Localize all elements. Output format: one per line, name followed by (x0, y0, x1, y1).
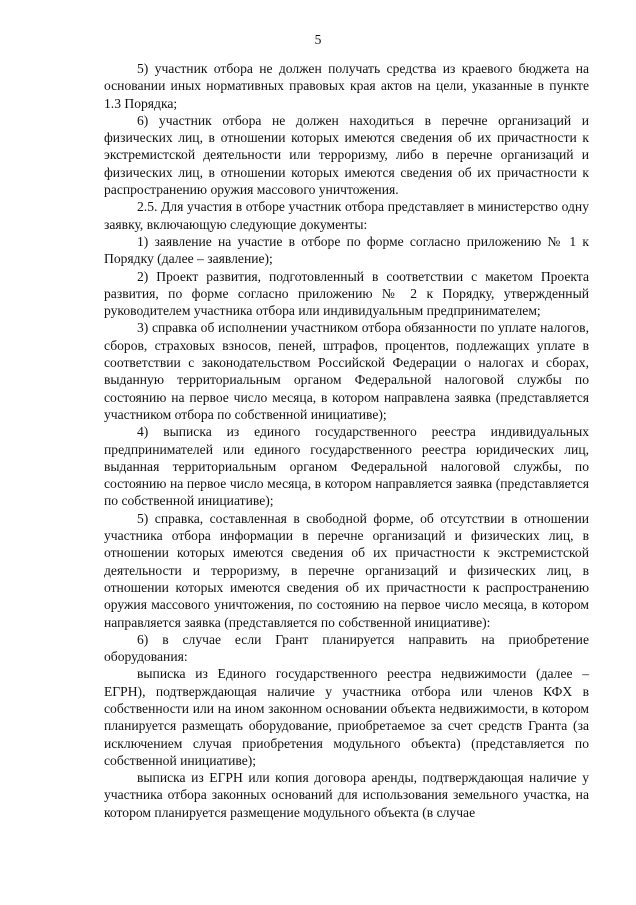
paragraph-doc-4-registry-extract: 4) выписка из единого государственного реестра индивидуальных предпринимателей или единого государственного реестра юридических лиц, выданная территориальным органом Федеральной налоговой службы, по состоянию на первое число месяца, в котором направляется заявка (представляется по собственной инициативе); (104, 424, 589, 509)
page-number: 5 (314, 32, 322, 47)
paragraph-egrn-or-lease: выписка из ЕГРН или копия договора аренды, подтверждающая наличие у участника отбора законных оснований для использования земельного участка, на котором планируется размещение модульного объекта (в случае (104, 770, 589, 820)
paragraph-doc-5-extremism-certificate: 5) справка, составленная в свободной форме, об отсутствии в отношении участника отбора информации в перечне организаций и физических лиц, в отношении которых имеются сведения об их причастности к экстремистской деятельности и терроризму, в перечне организаций и физических лиц, в отношении которых имеются сведения об их причастности к распространению оружия массового уничтожения, по состоянию на первое число месяца, в котором направляется заявка (представляется по собственной инициативе): (104, 510, 589, 630)
document-body (104, 60, 589, 821)
paragraph-item-6-not-in-extremist-list: 6) участник отбора не должен находиться в перечне организаций и физических лиц, в отношении которых имеются сведения об их причастности к экстремистской деятельности или терроризму, либо в перечне организаций и физических лиц, в отношении которых имеются сведения об их причастности к распространению оружия массового уничтожения. (104, 112, 589, 198)
paragraph-doc-1-application: 1) заявление на участие в отборе по форме согласно приложению № 1 к Порядку (далее – заявление); (104, 233, 589, 267)
paragraph-egrn-extract: выписка из Единого государственного реестра недвижимости (далее – ЕГРН), подтверждающая наличие у участника отбора или членов КФХ в собственности или на ином законном основании объекта недвижимости, в котором планируется размещать оборудование, приобретаемое за счет средств Гранта (за исключением случая приобретения модульного объекта) (представляется по собственной инициативе); (104, 666, 589, 768)
paragraph-doc-2-development-project: 2) Проект развития, подготовленный в соответствии с макетом Проекта развития, по форме согласно приложению № 2 к Порядку, утвержденный руководителем участника отбора или индивидуальным предпринимателем; (104, 268, 589, 319)
paragraph-item-5-not-receiving-funds: 5) участник отбора не должен получать средства из краевого бюджета на основании иных нормативных правовых края актов на цели, указанные в пункте 1.3 Порядка; (104, 61, 589, 111)
paragraph-doc-6-equipment-case: 6) в случае если Грант планируется направить на приобретение оборудования: (104, 631, 589, 665)
paragraph-2-5-documents-intro: 2.5. Для участия в отборе участник отбора представляет в министерство одну заявку, включающую следующие документы: (104, 199, 589, 232)
paragraph-doc-3-tax-certificate: 3) справка об исполнении участником отбора обязанности по уплате налогов, сборов, страховых взносов, пеней, штрафов, процентов, подлежащих уплате в соответствии с законодательством Российской Федерации о налогах и сборах, выданную территориальным органом Федеральной налоговой службы по состоянию на первое число месяца, в котором направлена заявка (представляется участником отбора по собственной инициативе); (104, 320, 589, 422)
